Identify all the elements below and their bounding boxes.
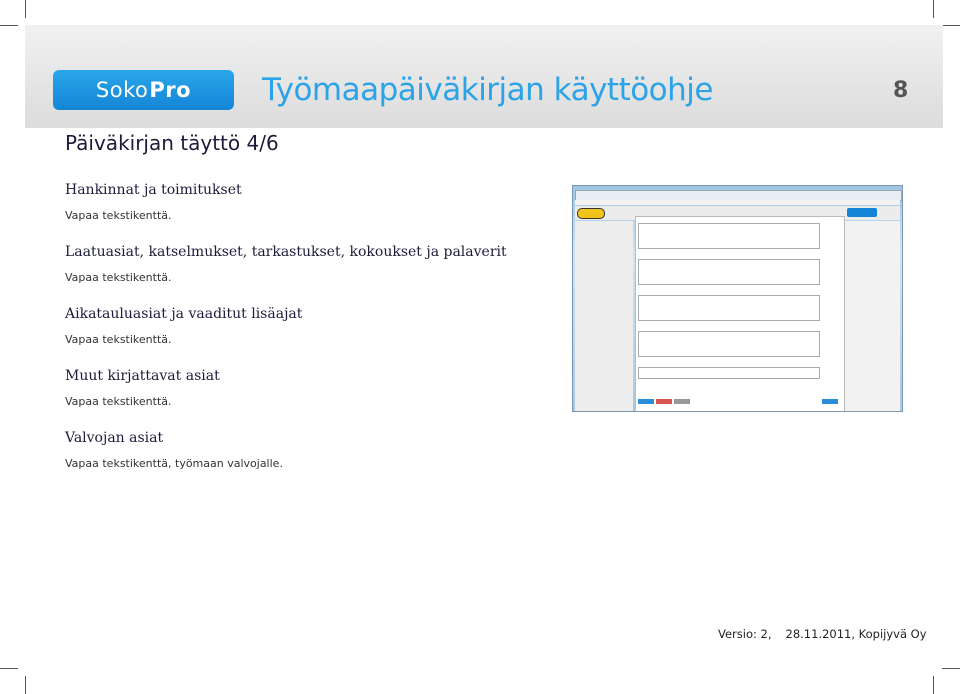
screenshot-button	[674, 399, 690, 404]
crop-mark	[933, 676, 934, 694]
footer	[718, 627, 941, 641]
crop-mark	[25, 676, 26, 694]
screenshot-form	[635, 216, 845, 412]
screenshot-sokopro-logo	[847, 208, 877, 217]
crop-mark	[942, 668, 960, 669]
screenshot-button	[656, 399, 672, 404]
field-label-valvojan: Valvojan asiat	[65, 430, 164, 446]
field-label-aikatauluasiat: Aikatauluasiat ja vaaditut lisäajat	[65, 306, 303, 322]
screenshot-company-logo	[577, 208, 605, 219]
screenshot-textarea	[638, 367, 820, 379]
screenshot-button	[638, 399, 654, 404]
field-label-laatuasiat: Laatuasiat, katselmukset, tarkastukset, kokoukset ja palaverit	[65, 244, 507, 260]
screenshot-sidebar	[575, 221, 633, 411]
page-number: 8	[893, 78, 909, 103]
screenshot-button	[822, 399, 838, 404]
field-value-valvojan: Vapaa tekstikenttä, työmaan valvojalle.	[65, 457, 283, 470]
crop-mark	[933, 0, 934, 18]
field-label-hankinnat: Hankinnat ja toimitukset	[65, 182, 242, 198]
screenshot-textarea	[638, 295, 820, 321]
footer-version: Versio: 2,	[718, 627, 772, 641]
screenshot-textarea	[638, 259, 820, 285]
sokopro-logo	[53, 70, 234, 110]
field-value-laatuasiat: Vapaa tekstikenttä.	[65, 271, 172, 284]
field-value-aikatauluasiat: Vapaa tekstikenttä.	[65, 333, 172, 346]
crop-mark	[0, 668, 18, 669]
crop-mark	[942, 25, 960, 26]
field-value-hankinnat: Vapaa tekstikenttä.	[65, 209, 172, 222]
logo-text-plain: Soko	[95, 78, 149, 102]
document-title: Työmaapäiväkirjan käyttöohje	[262, 72, 713, 108]
crop-mark	[0, 25, 18, 26]
footer-date-copyright: 28.11.2011, Kopijyvä Oy	[785, 627, 927, 641]
embedded-app-screenshot	[572, 185, 903, 412]
crop-mark	[25, 0, 26, 18]
screenshot-textarea	[638, 223, 820, 249]
field-value-muut: Vapaa tekstikenttä.	[65, 395, 172, 408]
logo-text-bold: Pro	[149, 78, 192, 102]
section-heading: Päiväkirjan täyttö 4/6	[65, 131, 279, 155]
screenshot-textarea	[638, 331, 820, 357]
field-label-muut: Muut kirjattavat asiat	[65, 368, 220, 384]
screenshot-menu-bar	[575, 200, 900, 205]
screenshot-right-panel	[845, 221, 900, 411]
